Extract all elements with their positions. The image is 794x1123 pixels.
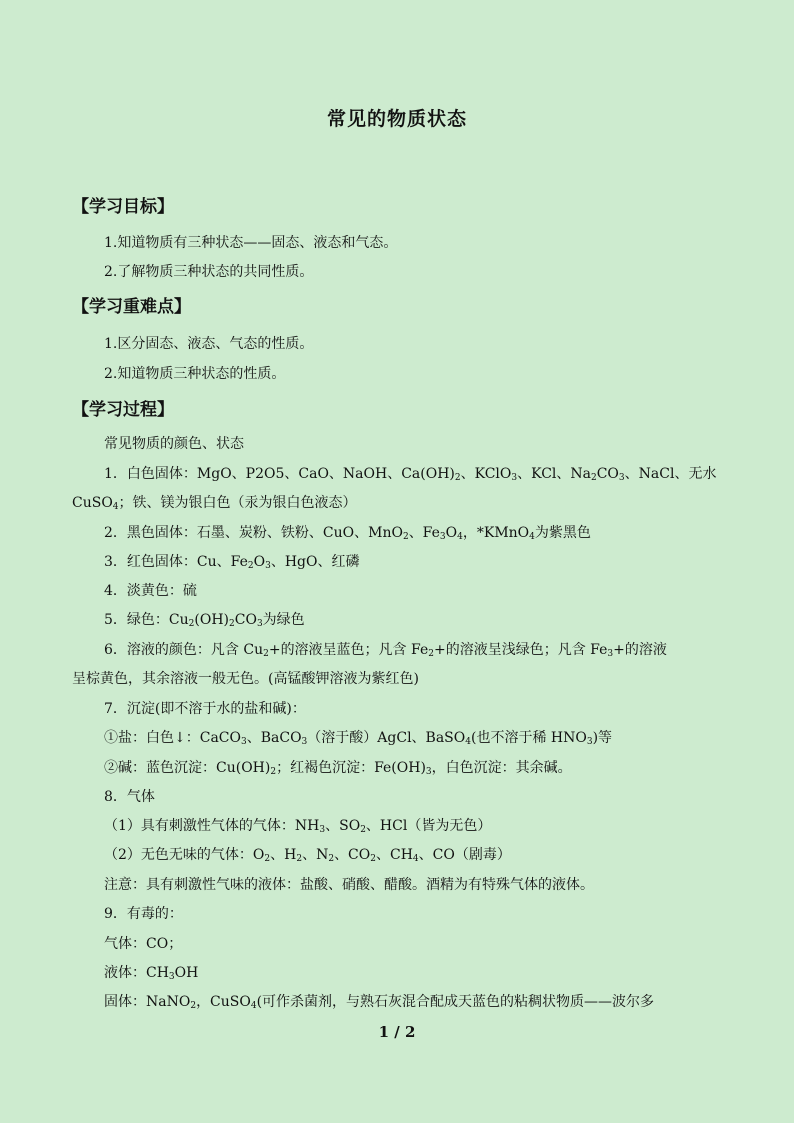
page-number: 1 / 2 xyxy=(378,1023,416,1041)
item-precipitate-bases: ②碱：蓝色沉淀：$Cu(OH)_2$；红褐色沉淀：$Fe(OH)_3$，白色沉淀：其余碱。 xyxy=(104,760,572,777)
item-toxic-solid: 固体：NaNO$_2$，CuSO$_4$(可作杀菌剂，与熟石灰混合配成天蓝色的粘稠状物质——波尔多 xyxy=(104,994,655,1011)
item-toxic: 9．有毒的： xyxy=(104,906,183,922)
item-pungent-gases: （1）具有刺激性气体的气体：$NH_3$、$SO_2$、HCl（皆为无色） xyxy=(104,818,492,835)
item-black-solids: 2．黑色固体：石墨、炭粉、铁粉、CuO、MnO$_2$、$Fe_3O_4$，*KMnO$_4$为紫黑色 xyxy=(104,525,591,542)
item-red-solids: 3．红色固体：Cu、$Fe_2O_3$、HgO、红磷 xyxy=(104,554,360,571)
item-white-solids: 1．白色固体：MgO、P2O5、CaO、NaOH、$Ca(OH)_2$、KClO$_3$、KCl、$Na_2CO_3$、NaCl、无水 xyxy=(104,466,717,483)
item-toxic-gas: 气体：CO； xyxy=(104,936,183,952)
item-pale-yellow: 4．淡黄色：硫 xyxy=(104,583,197,599)
item-white-solids-cont: CuSO$_4$；铁、镁为银白色（汞为银白色液态） xyxy=(72,495,357,512)
goal-item-1: 1.知道物质有三种状态——固态、液态和气态。 xyxy=(104,235,398,251)
item-solution-colors: 6．溶液的颜色：凡含 $Cu_2+$的溶液呈蓝色；凡含 $Fe_2+$的溶液呈浅绿色；凡含 $Fe_3+$的溶液 xyxy=(104,642,667,659)
item-note: 注意：具有刺激性气味的液体：盐酸、硝酸、醋酸。酒精为有特殊气体的液体。 xyxy=(104,877,594,893)
page-title: 常见的物质状态 xyxy=(326,108,467,130)
item-gases: 8．气体 xyxy=(104,789,155,805)
process-intro: 常见物质的颜色、状态 xyxy=(104,436,244,452)
item-odorless-gases: （2）无色无味的气体：$O_2$、$H_2$、$N_2$、$CO_2$、$CH_4$、CO（剧毒） xyxy=(104,847,511,864)
item-solution-colors-cont: 呈棕黄色，其余溶液一般无色。(高锰酸钾溶液为紫红色) xyxy=(72,671,419,687)
key-point-item-1: 1.区分固态、液态、气态的性质。 xyxy=(104,336,314,352)
key-point-item-2: 2.知道物质三种状态的性质。 xyxy=(104,366,286,382)
goal-item-2: 2.了解物质三种状态的共同性质。 xyxy=(104,264,314,280)
item-precipitate-salts: ①盐：白色↓：CaCO$_3$、BaCO$_3$（溶于酸）AgCl、BaSO$_4$(也不溶于稀 $HNO_3$)等 xyxy=(104,730,613,747)
item-precipitates: 7．沉淀(即不溶于水的盐和碱)： xyxy=(104,701,306,717)
item-green: 5．绿色：$Cu_2(OH)_2CO_3$为绿色 xyxy=(104,612,305,629)
item-toxic-liquid: 液体：$CH_3OH$ xyxy=(104,965,199,982)
section-heading-key-points: 【学习重难点】 xyxy=(72,297,191,317)
section-heading-goals: 【学习目标】 xyxy=(72,197,174,217)
section-heading-process: 【学习过程】 xyxy=(72,400,174,420)
